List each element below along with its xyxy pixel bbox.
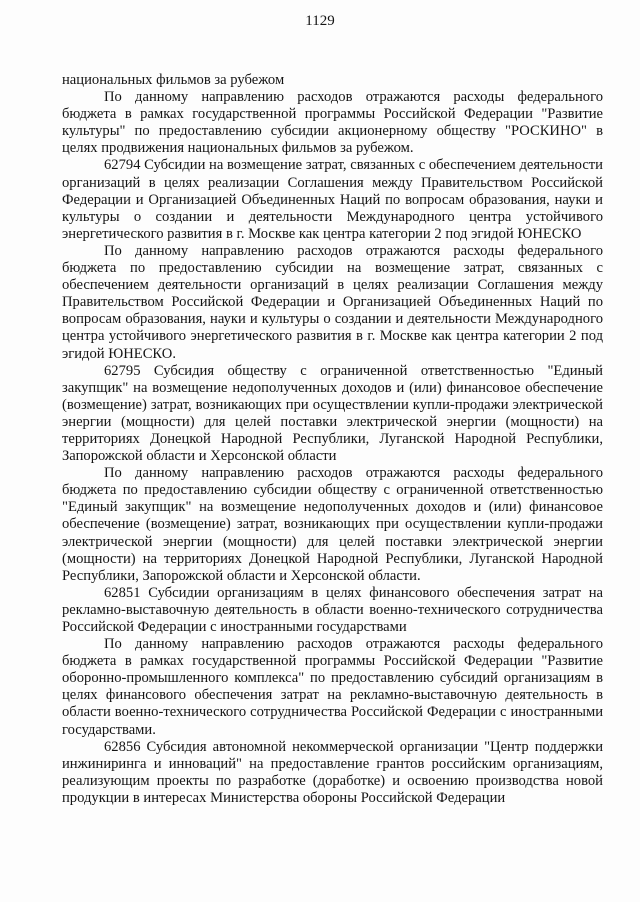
paragraph-62856-heading: 62856 Субсидия автономной некоммерческой организации "Центр поддержки инжиниринга и инноваций" на предоставление грантов российским организациям, реализующим проекты по разработке (доработке) и освоению производства новой продукции в интересах Министерства обороны Российской Федерации [62,738,603,806]
paragraph-roskino-description: По данному направлению расходов отражаются расходы федерального бюджета в рамках государственной программы Российской Федерации "Развитие культуры" по предоставлению субсидии акционерному обществу "РОСКИНО" в целях продвижения национальных фильмов за рубежом. [62,89,603,157]
paragraph-62794-heading: 62794 Субсидии на возмещение затрат, связанных с обеспечением деятельности организаций в целях реализации Соглашения между Правительством Российской Федерации и Организацией Объединенных Наций по вопросам образования, науки и культуры о создании и деятельности Международного центра устойчивого энергетического развития в г. Москве как центра категории 2 под эгидой ЮНЕСКО [62,157,603,242]
paragraph-62795-description: По данному направлению расходов отражаются расходы федерального бюджета по предоставлению субсидии обществу с ограниченной ответственностью "Единый закупщик" на возмещение недополученных доходов и (или) финансовое обеспечение (возмещение) затрат, возникающих при осуществлении купли-продажи электрической энергии (мощности) для целей поставки электрической энергии (мощности) на территориях Донецкой Народной Республики, Луганской Народной Республики, Запорожской области и Херсонской области. [62,465,603,584]
document-body [62,72,603,807]
paragraph-62795-heading: 62795 Субсидия обществу с ограниченной ответственностью "Единый закупщик" на возмещение недополученных доходов и (или) финансовое обеспечение (возмещение) затрат, возникающих при осуществлении купли-продажи электрической энергии (мощности) для целей поставки электрической энергии (мощности) на территориях Донецкой Народной Республики, Луганской Народной Республики, Запорожской области и Херсонской области [62,362,603,465]
paragraph-62794-description: По данному направлению расходов отражаются расходы федерального бюджета по предоставлению субсидии на возмещение затрат, связанных с обеспечением деятельности организаций в целях реализации Соглашения между Правительством Российской Федерации и Организацией Объединенных Наций по вопросам образования, науки и культуры о создании и деятельности Международного центра устойчивого энергетического развития в г. Москве как центра категории 2 под эгидой ЮНЕСКО. [62,242,603,362]
paragraph-62851-description: По данному направлению расходов отражаются расходы федерального бюджета в рамках государственной программы Российской Федерации "Развитие оборонно-промышленного комплекса" по предоставлению субсидий организациям в целях финансового обеспечения затрат на рекламно-выставочную деятельность в области военно-технического сотрудничества Российской Федерации с иностранными государствами. [62,636,603,738]
paragraph-62851-heading: 62851 Субсидии организациям в целях финансового обеспечения затрат на рекламно-выставочную деятельность в области военно-технического сотрудничества Российской Федерации с иностранными государствами [62,584,603,635]
page-number: 1129 [305,13,335,29]
paragraph-continuation: национальных фильмов за рубежом [62,72,285,88]
